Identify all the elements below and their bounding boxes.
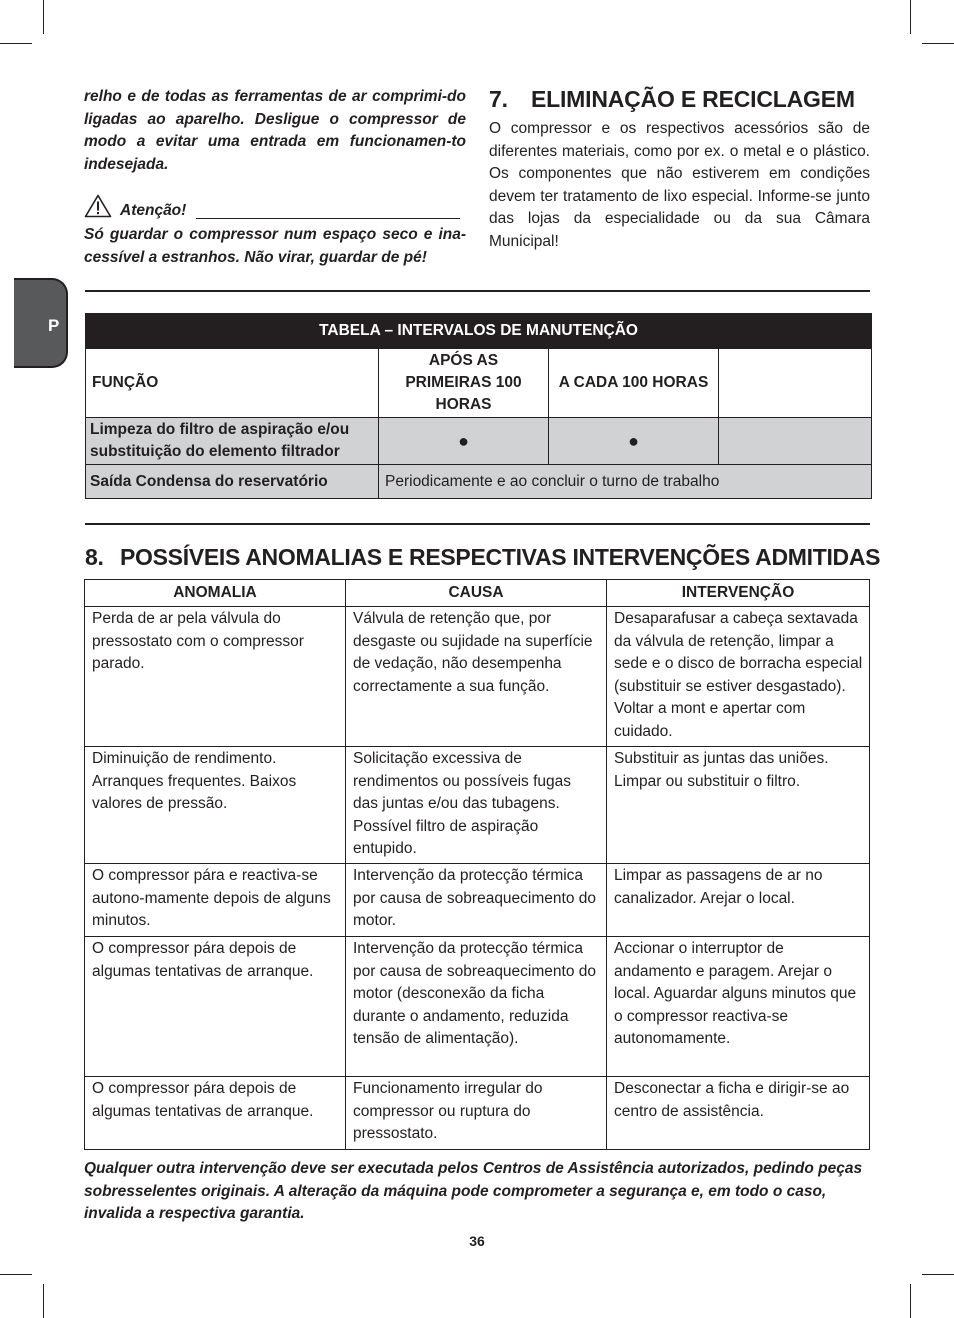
crop-mark bbox=[43, 0, 44, 34]
anomaly-cell: Diminuição de rendimento. Arranques frequentes. Baixos valores de pressão. bbox=[85, 747, 346, 864]
header-empty bbox=[719, 349, 872, 418]
warning-label: Atenção! bbox=[120, 202, 187, 219]
bullet-every-100: ● bbox=[549, 418, 719, 465]
section-8-number: 8. bbox=[85, 544, 104, 570]
crop-mark bbox=[0, 1274, 32, 1275]
row-note: Periodicamente e ao concluir o turno de trabalho bbox=[379, 465, 872, 499]
anomaly-cell: Perda de ar pela válvula do pressostato com o compressor parado. bbox=[85, 607, 346, 747]
section-7-number: 7. bbox=[489, 86, 508, 112]
warning-underline bbox=[196, 218, 460, 219]
header-anomaly: ANOMALIA bbox=[85, 580, 346, 607]
section-7-title-text: ELIMINAÇÃO E RECICLAGEM bbox=[531, 86, 855, 112]
left-column bbox=[84, 86, 466, 269]
section-8-title-text: POSSÍVEIS ANOMALIAS E RESPECTIVAS INTERVENÇÕES ADMITIDAS bbox=[120, 544, 881, 570]
crop-mark bbox=[910, 0, 911, 34]
row-function: Limpeza do filtro de aspiração e/ou substituição do elemento filtrador bbox=[86, 418, 379, 465]
divider bbox=[85, 523, 870, 525]
maintenance-table bbox=[85, 313, 872, 499]
maintenance-table-caption-row bbox=[86, 314, 872, 349]
anomalies-table-header-row bbox=[85, 580, 870, 607]
crop-mark bbox=[922, 43, 954, 44]
language-tab-label: P bbox=[48, 316, 60, 335]
language-tab bbox=[14, 278, 68, 368]
header-function: FUNÇÃO bbox=[86, 349, 379, 418]
warning-text: Só guardar o compressor num espaço seco e ina-cessível a estranhos. Não virar, guardar de pé! bbox=[84, 226, 466, 266]
row-extra bbox=[719, 418, 872, 465]
crop-mark bbox=[0, 43, 32, 44]
page-number: 36 bbox=[469, 1233, 485, 1249]
intervention-cell: Substituir as juntas das uniões. Limpar ou substituir o filtro. bbox=[607, 747, 870, 864]
header-every-100-hours: A CADA 100 HORAS bbox=[549, 349, 719, 418]
header-cause: CAUSA bbox=[346, 580, 607, 607]
crop-mark bbox=[922, 1274, 954, 1275]
row-function: Saída Condensa do reservatório bbox=[86, 465, 379, 499]
section-7-text: O compressor e os respectivos acessórios são de diferentes materiais, como por ex. o metal e o plástico. Os componentes que não estiverem em condições devem ter tratamento de lixo especial. Informe-se junto das lojas da especialidade ou da sua Câmara Municipal! bbox=[489, 120, 870, 250]
warning-icon bbox=[84, 194, 112, 218]
section-8-title bbox=[85, 542, 881, 572]
divider bbox=[85, 290, 870, 292]
bullet-first-100: ● bbox=[379, 418, 549, 465]
cause-cell: Solicitação excessiva de rendimentos ou possíveis fugas das juntas e/ou das tubagens. Possível filtro de aspiração entupido. bbox=[346, 747, 607, 864]
intervention-cell: Accionar o interruptor de andamento e paragem. Arejar o local. Aguardar alguns minutos que o compressor reactiva-se autonomamente. bbox=[607, 937, 870, 1077]
table-row bbox=[85, 937, 870, 1077]
table-row bbox=[85, 1077, 870, 1150]
table-row bbox=[85, 607, 870, 747]
header-first-100-hours: APÓS AS PRIMEIRAS 100 HORAS bbox=[379, 349, 549, 418]
section-7 bbox=[489, 84, 870, 253]
footer-note: Qualquer outra intervenção deve ser executada pelos Centros de Assistência autorizados, pedindo peças sobresselentes originais. A alteração da máquina pode comprometer a segurança e, em todo o caso, invalida a respectiva garantia. bbox=[84, 1160, 863, 1222]
intervention-cell: Desconectar a ficha e dirigir-se ao centro de assistência. bbox=[607, 1077, 870, 1150]
table-row bbox=[86, 418, 872, 465]
anomaly-cell: O compressor pára depois de algumas tentativas de arranque. bbox=[85, 937, 346, 1077]
crop-mark bbox=[910, 1284, 911, 1318]
maintenance-table-caption: TABELA – INTERVALOS DE MANUTENÇÃO bbox=[86, 314, 872, 349]
anomaly-cell: O compressor pára depois de algumas tentativas de arranque. bbox=[85, 1077, 346, 1150]
table-row bbox=[86, 465, 872, 499]
intervention-cell: Limpar as passagens de ar no canalizador. Arejar o local. bbox=[607, 864, 870, 937]
cause-cell: Funcionamento irregular do compressor ou ruptura do pressostato. bbox=[346, 1077, 607, 1150]
section-7-title bbox=[489, 84, 870, 114]
table-row bbox=[85, 864, 870, 937]
anomalies-table bbox=[84, 579, 870, 1150]
header-intervention: INTERVENÇÃO bbox=[607, 580, 870, 607]
crop-mark bbox=[43, 1284, 44, 1318]
maintenance-table-header-row bbox=[86, 349, 872, 418]
warning-header bbox=[84, 192, 466, 222]
intervention-cell: Desaparafusar a cabeça sextavada da válvula de retenção, limpar a sede e o disco de borracha especial (substituir se estiver desgastado). Voltar a mont e apertar com cuidado. bbox=[607, 607, 870, 747]
cause-cell: Válvula de retenção que, por desgaste ou sujidade na superfície de vedação, não desempenha correctamente a sua função. bbox=[346, 607, 607, 747]
cause-cell: Intervenção da protecção térmica por causa de sobreaquecimento do motor (desconexão da ficha durante o andamento, reduzida tensão de alimentação). bbox=[346, 937, 607, 1077]
table-row bbox=[85, 747, 870, 864]
cause-cell: Intervenção da protecção térmica por causa de sobreaquecimento do motor. bbox=[346, 864, 607, 937]
intro-text: relho e de todas as ferramentas de ar comprimi-do ligadas ao aparelho. Desligue o compressor de modo a evitar uma entrada em funcionamen-to indesejada. bbox=[84, 88, 466, 173]
anomaly-cell: O compressor pára e reactiva-se autono-mamente depois de alguns minutos. bbox=[85, 864, 346, 937]
